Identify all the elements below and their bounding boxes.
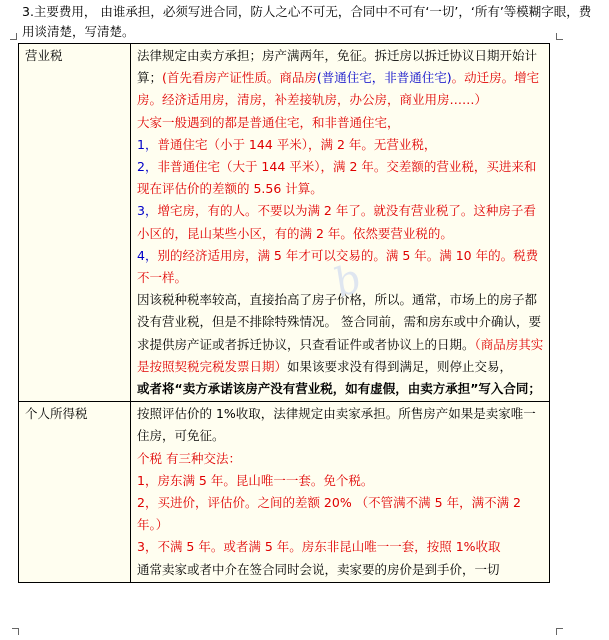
intro-paragraph: 3.主要费用， 由谁承担，必须写进合同，防人之心不可无，合同中不可有‘一切’，‘所有’等模糊字眼，费用谈清楚，写清楚。 (22, 4, 592, 39)
text-run: 2，买进价，评估价。之间的差额 20% （不管满不满 5 年，满不满 2 年。） (137, 495, 522, 533)
content-line (137, 45, 545, 112)
text-run: 3，不满 5 年。或者满 5 年。房东非昆山唯一一套，按照 1%收取 (137, 539, 501, 555)
row-label: 个人所得税 (19, 402, 131, 583)
text-run: 通常卖家或者中介在签合同时会说，卖家要的房价是到手价，一切 (137, 561, 500, 577)
text-run: 如果该要求没有得到满足，则停止交易， (287, 358, 513, 374)
fee-table (18, 43, 550, 583)
text-run: 1， (137, 136, 158, 152)
text-run: 增宅房，有的人。不要以为满 2 年了。就没有营业税了。这种房子看小区的，昆山某些小区，有的满 2 年。依然要营业税的。 (137, 203, 536, 241)
crop-mark-top-right (556, 33, 563, 40)
content-line (137, 156, 545, 200)
content-line (137, 403, 545, 447)
row-content (131, 44, 550, 402)
crop-mark-bottom-right (556, 628, 563, 635)
content-line (137, 134, 545, 156)
crop-mark-top-left (10, 33, 17, 40)
content-line (137, 492, 545, 536)
content-line (137, 289, 545, 378)
content-line (137, 378, 545, 400)
text-run: 个税 有三种交法： (137, 450, 241, 466)
row-content (131, 402, 550, 583)
text-run: 别的经济适用房，满 5 年才可以交易的。满 5 年。满 10 年的。税费不一样。 (137, 247, 539, 286)
text-run: 按照评估价的 1%收取，法律规定由卖家承担。所售房产如果是卖家唯一住房，可免征。 (137, 406, 536, 444)
table-row (19, 402, 550, 583)
content-line (137, 200, 545, 244)
text-run: 大家一般遇到的都是普通住宅，和非普通住宅， (137, 114, 400, 130)
content-line (137, 470, 545, 492)
text-run: 2， (137, 159, 158, 175)
row-label: 营业税 (19, 44, 131, 402)
text-run: （商品房其实是按照契税完税发票日期） (137, 336, 544, 374)
text-run: 4， (137, 247, 158, 263)
text-run: 3， (137, 203, 158, 219)
watermark: b (327, 255, 368, 307)
text-run: 因该税种税率较高，直接抬高了房子价格，所以。通常，市场上的房子都没有营业税，但是不排除特殊情况。 签合同前，需和房东或中介确认，要求提供房产证或者拆迁协议，只查看证件或者协议上的日期。 (137, 292, 541, 352)
text-run: 1，房东满 5 年。昆山唯一一套。免个税。 (137, 472, 374, 488)
content-line (137, 536, 545, 558)
crop-mark-bottom-left (12, 628, 19, 635)
table-row (19, 44, 550, 402)
text-run: (首先看房产证性质。商品房 (162, 70, 317, 86)
content-line (137, 448, 545, 470)
text-run: 非普通住宅（大于 144 平米），满 2 年。交差额的营业税，买进来和现在评估价的差额的 5.56 计算。 (137, 159, 537, 197)
text-run: (普通住宅，非普通住宅) (316, 70, 452, 86)
text-run: 普通住宅（小于 144 平米），满 2 年。无营业税， (157, 136, 437, 152)
text-run: 。动迁房。增宅房。经济适用房，清房，补差接轨房，办公房，商业用房……） (137, 70, 540, 108)
content-line (137, 559, 545, 581)
text-run: 法律规定由卖方承担；房产满两年，免征。拆迁房以拆迁协议日期开始计算； (137, 48, 538, 86)
content-line (137, 112, 545, 134)
text-run: 或者将“卖方承诺该房产没有营业税，如有虚假，由卖方承担”写入合同； (137, 381, 541, 397)
